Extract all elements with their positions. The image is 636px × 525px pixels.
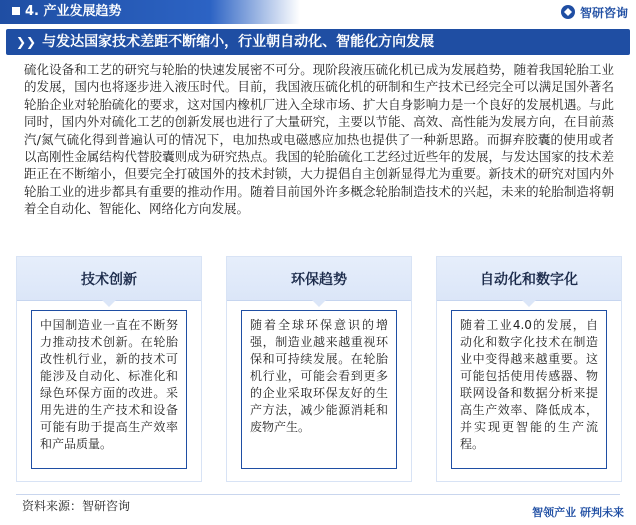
footer-slogan: 智领产业 研判未来 bbox=[532, 506, 624, 519]
card-environmental-trend bbox=[226, 256, 412, 482]
card-body: 中国制造业一直在不断努力推动技术创新。在轮胎改性机行业，新的技术可能涉及自动化、标准化和绿色环保方面的改进。采用先进的生产技术和设备可能有助于提高生产效率和产品质量。 bbox=[31, 310, 187, 469]
section-title bbox=[0, 0, 300, 24]
data-source: 资料来源：智研咨询 bbox=[22, 499, 131, 513]
card-body: 随着工业4.0的发展，自动化和数字化技术在制造业中变得越来越重要。这可能包括使用传感器、物联网设备和数据分析来提高生产效率、降低成本，并实现更智能的生产流程。 bbox=[451, 310, 607, 469]
card-technology-innovation bbox=[16, 256, 202, 482]
brand-logo-icon bbox=[560, 4, 576, 20]
topic-banner bbox=[6, 29, 630, 55]
topic-banner-text: 与发达国家技术差距不断缩小，行业朝自动化、智能化方向发展 bbox=[42, 34, 435, 50]
section-title-text: 4. 产业发展趋势 bbox=[25, 4, 122, 19]
card-body: 随着全球环保意识的增强，制造业越来越重视环保和可持续发展。在轮胎机行业，可能会看到更多的企业采取环保友好的生产方法，减少能源消耗和废物产生。 bbox=[241, 310, 397, 469]
intro-paragraph: 硫化设备和工艺的研究与轮胎的快速发展密不可分。现阶段液压硫化机已成为发展趋势，随着我国轮胎工业的发展，国内也将逐步进入液压时代。目前，我国液压硫化机的研制和生产技术已经完全可以满足国外著名轮胎企业对轮胎硫化的要求，这对国内橡机厂进入全球市场、扩大自身影响力是一个良好的发展机遇。与此同时，国内外对硫化工艺的创新发展也进行了大量研究，主要以节能、高效、高性能为发展方向，在目前蒸汽/氮气硫化得到普遍认可的情况下，电加热或电磁感应加热也提供了一种新思路。而摒弃胶囊的使用或者以高刚性金属结构代替胶囊则成为研究热点。我国的轮胎硫化工艺经过近些年的发展，与发达国家的技术差距正在不断缩小，但要完全打破国外的技术封锁，大力提倡自主创新显得尤为重要。新技术的研究对国内外轮胎工业的进步都具有重要的推动作用。随着目前国外许多概念轮胎制造技术的兴起，未来的轮胎制造将朝着全自动化、智能化、网络化方向发展。 bbox=[24, 62, 614, 217]
card-automation-digitalization bbox=[436, 256, 622, 482]
top-header bbox=[0, 0, 636, 24]
card-title: 自动化和数字化 bbox=[437, 257, 621, 301]
card-title: 技术创新 bbox=[17, 257, 201, 301]
brand-logo bbox=[560, 3, 628, 21]
footer-divider bbox=[16, 494, 620, 495]
square-bullet-icon bbox=[12, 7, 20, 15]
brand-logo-text: 智研咨询 bbox=[579, 5, 628, 20]
double-chevron-icon: ❯❯ bbox=[16, 35, 37, 49]
card-title: 环保趋势 bbox=[227, 257, 411, 301]
